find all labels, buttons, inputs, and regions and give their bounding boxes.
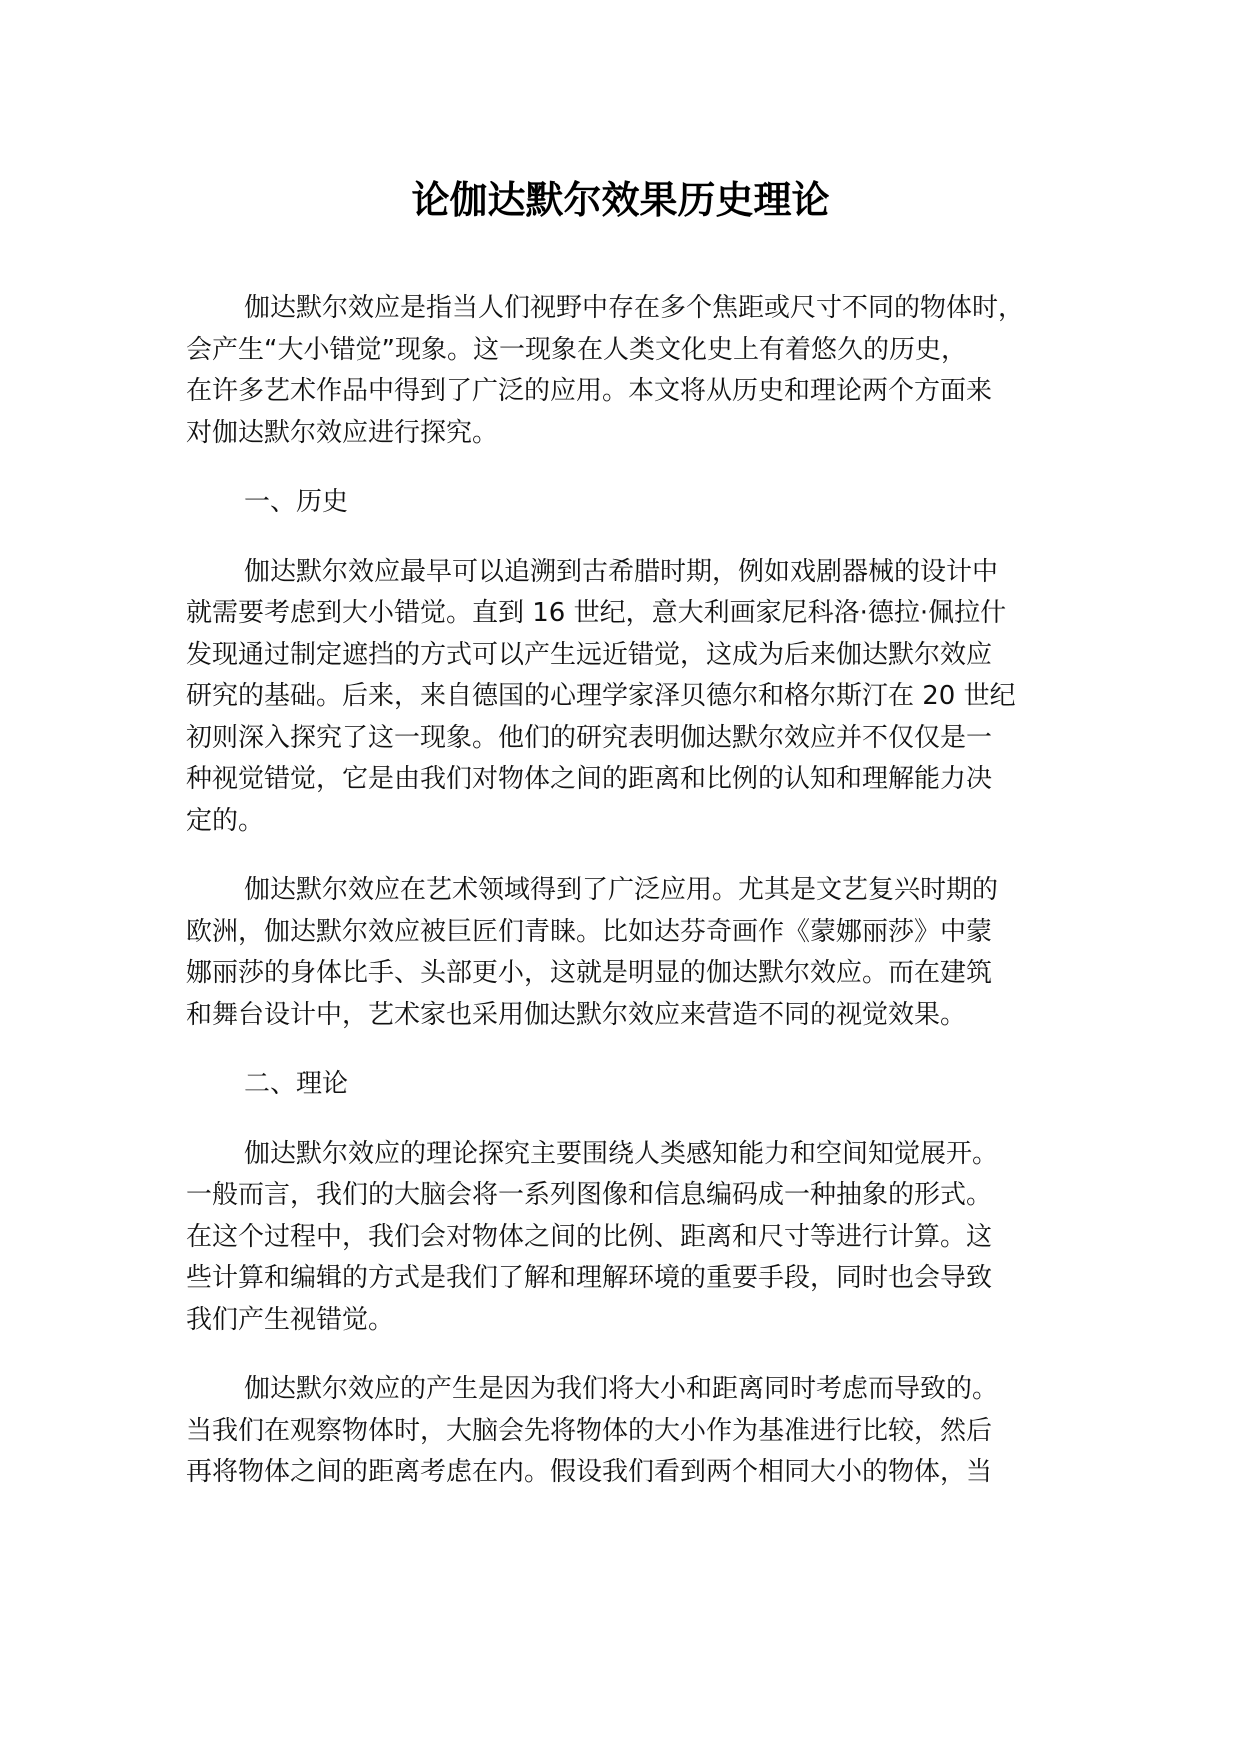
text-line: 就需要考虑到大小错觉。直到 16 世纪，意大利画家尼科洛·德拉·佩拉什 <box>186 598 1007 628</box>
text-line: 会产生“大小错觉”现象。这一现象在人类文化史上有着悠久的历史， <box>186 334 967 365</box>
text-line: 伽达默尔效应最早可以追溯到古希腊时期，例如戏剧器械的设计中 <box>244 556 999 587</box>
text-line: 定的。 <box>186 805 265 836</box>
text-line: 初则深入探究了这一现象。他们的研究表明伽达默尔效应并不仅仅是一 <box>186 722 993 753</box>
document-body <box>186 288 1066 1522</box>
text-line: 种视觉错觉，它是由我们对物体之间的距离和比例的认知和理解能力决 <box>186 764 993 794</box>
text-line: 些计算和编辑的方式是我们了解和理解环境的重要手段，同时也会导致 <box>186 1263 993 1293</box>
document-title: 论伽达默尔效果历史理论 <box>411 178 830 222</box>
text-line: 当我们在观察物体时，大脑会先将物体的大小作为基准进行比较，然后 <box>186 1415 993 1446</box>
intro-paragraph <box>186 288 1066 454</box>
theory-paragraph-1 <box>186 1134 1066 1342</box>
text-line: 发现通过制定遮挡的方式可以产生远近错觉，这成为后来伽达默尔效应 <box>186 639 993 670</box>
text-line: 伽达默尔效应的理论探究主要围绕人类感知能力和空间知觉展开。 <box>244 1138 999 1169</box>
text-line: 娜丽莎的身体比手、头部更小，这就是明显的伽达默尔效应。而在建筑 <box>186 958 993 988</box>
text-line: 再将物体之间的距离考虑在内。假设我们看到两个相同大小的物体，当 <box>186 1457 993 1487</box>
section-heading-history: 一、历史 <box>244 487 349 517</box>
text-line: 和舞台设计中，艺术家也采用伽达默尔效应来营造不同的视觉效果。 <box>186 999 967 1030</box>
history-paragraph-1 <box>186 552 1066 843</box>
text-line: 研究的基础。后来，来自德国的心理学家泽贝德尔和格尔斯汀在 20 世纪 <box>186 681 1016 711</box>
section-heading-theory: 二、理论 <box>244 1069 349 1099</box>
text-line: 伽达默尔效应的产生是因为我们将大小和距离同时考虑而导致的。 <box>244 1374 999 1404</box>
text-line: 我们产生视错觉。 <box>186 1304 395 1335</box>
text-line: 对伽达默尔效应进行探究。 <box>186 417 499 448</box>
text-line: 欧洲，伽达默尔效应被巨匠们青睐。比如达芬奇画作《蒙娜丽莎》中蒙 <box>186 916 993 947</box>
text-line: 在许多艺术作品中得到了广泛的应用。本文将从历史和理论两个方面来 <box>186 376 993 406</box>
history-paragraph-2 <box>186 870 1066 1036</box>
text-line: 伽达默尔效应是指当人们视野中存在多个焦距或尺寸不同的物体时， <box>244 293 1025 323</box>
theory-paragraph-2 <box>186 1369 1066 1494</box>
text-line: 在这个过程中，我们会对物体之间的比例、距离和尺寸等进行计算。这 <box>186 1221 993 1252</box>
text-line: 伽达默尔效应在艺术领域得到了广泛应用。尤其是文艺复兴时期的 <box>244 875 999 905</box>
text-line: 一般而言，我们的大脑会将一系列图像和信息编码成一种抽象的形式。 <box>186 1180 993 1210</box>
